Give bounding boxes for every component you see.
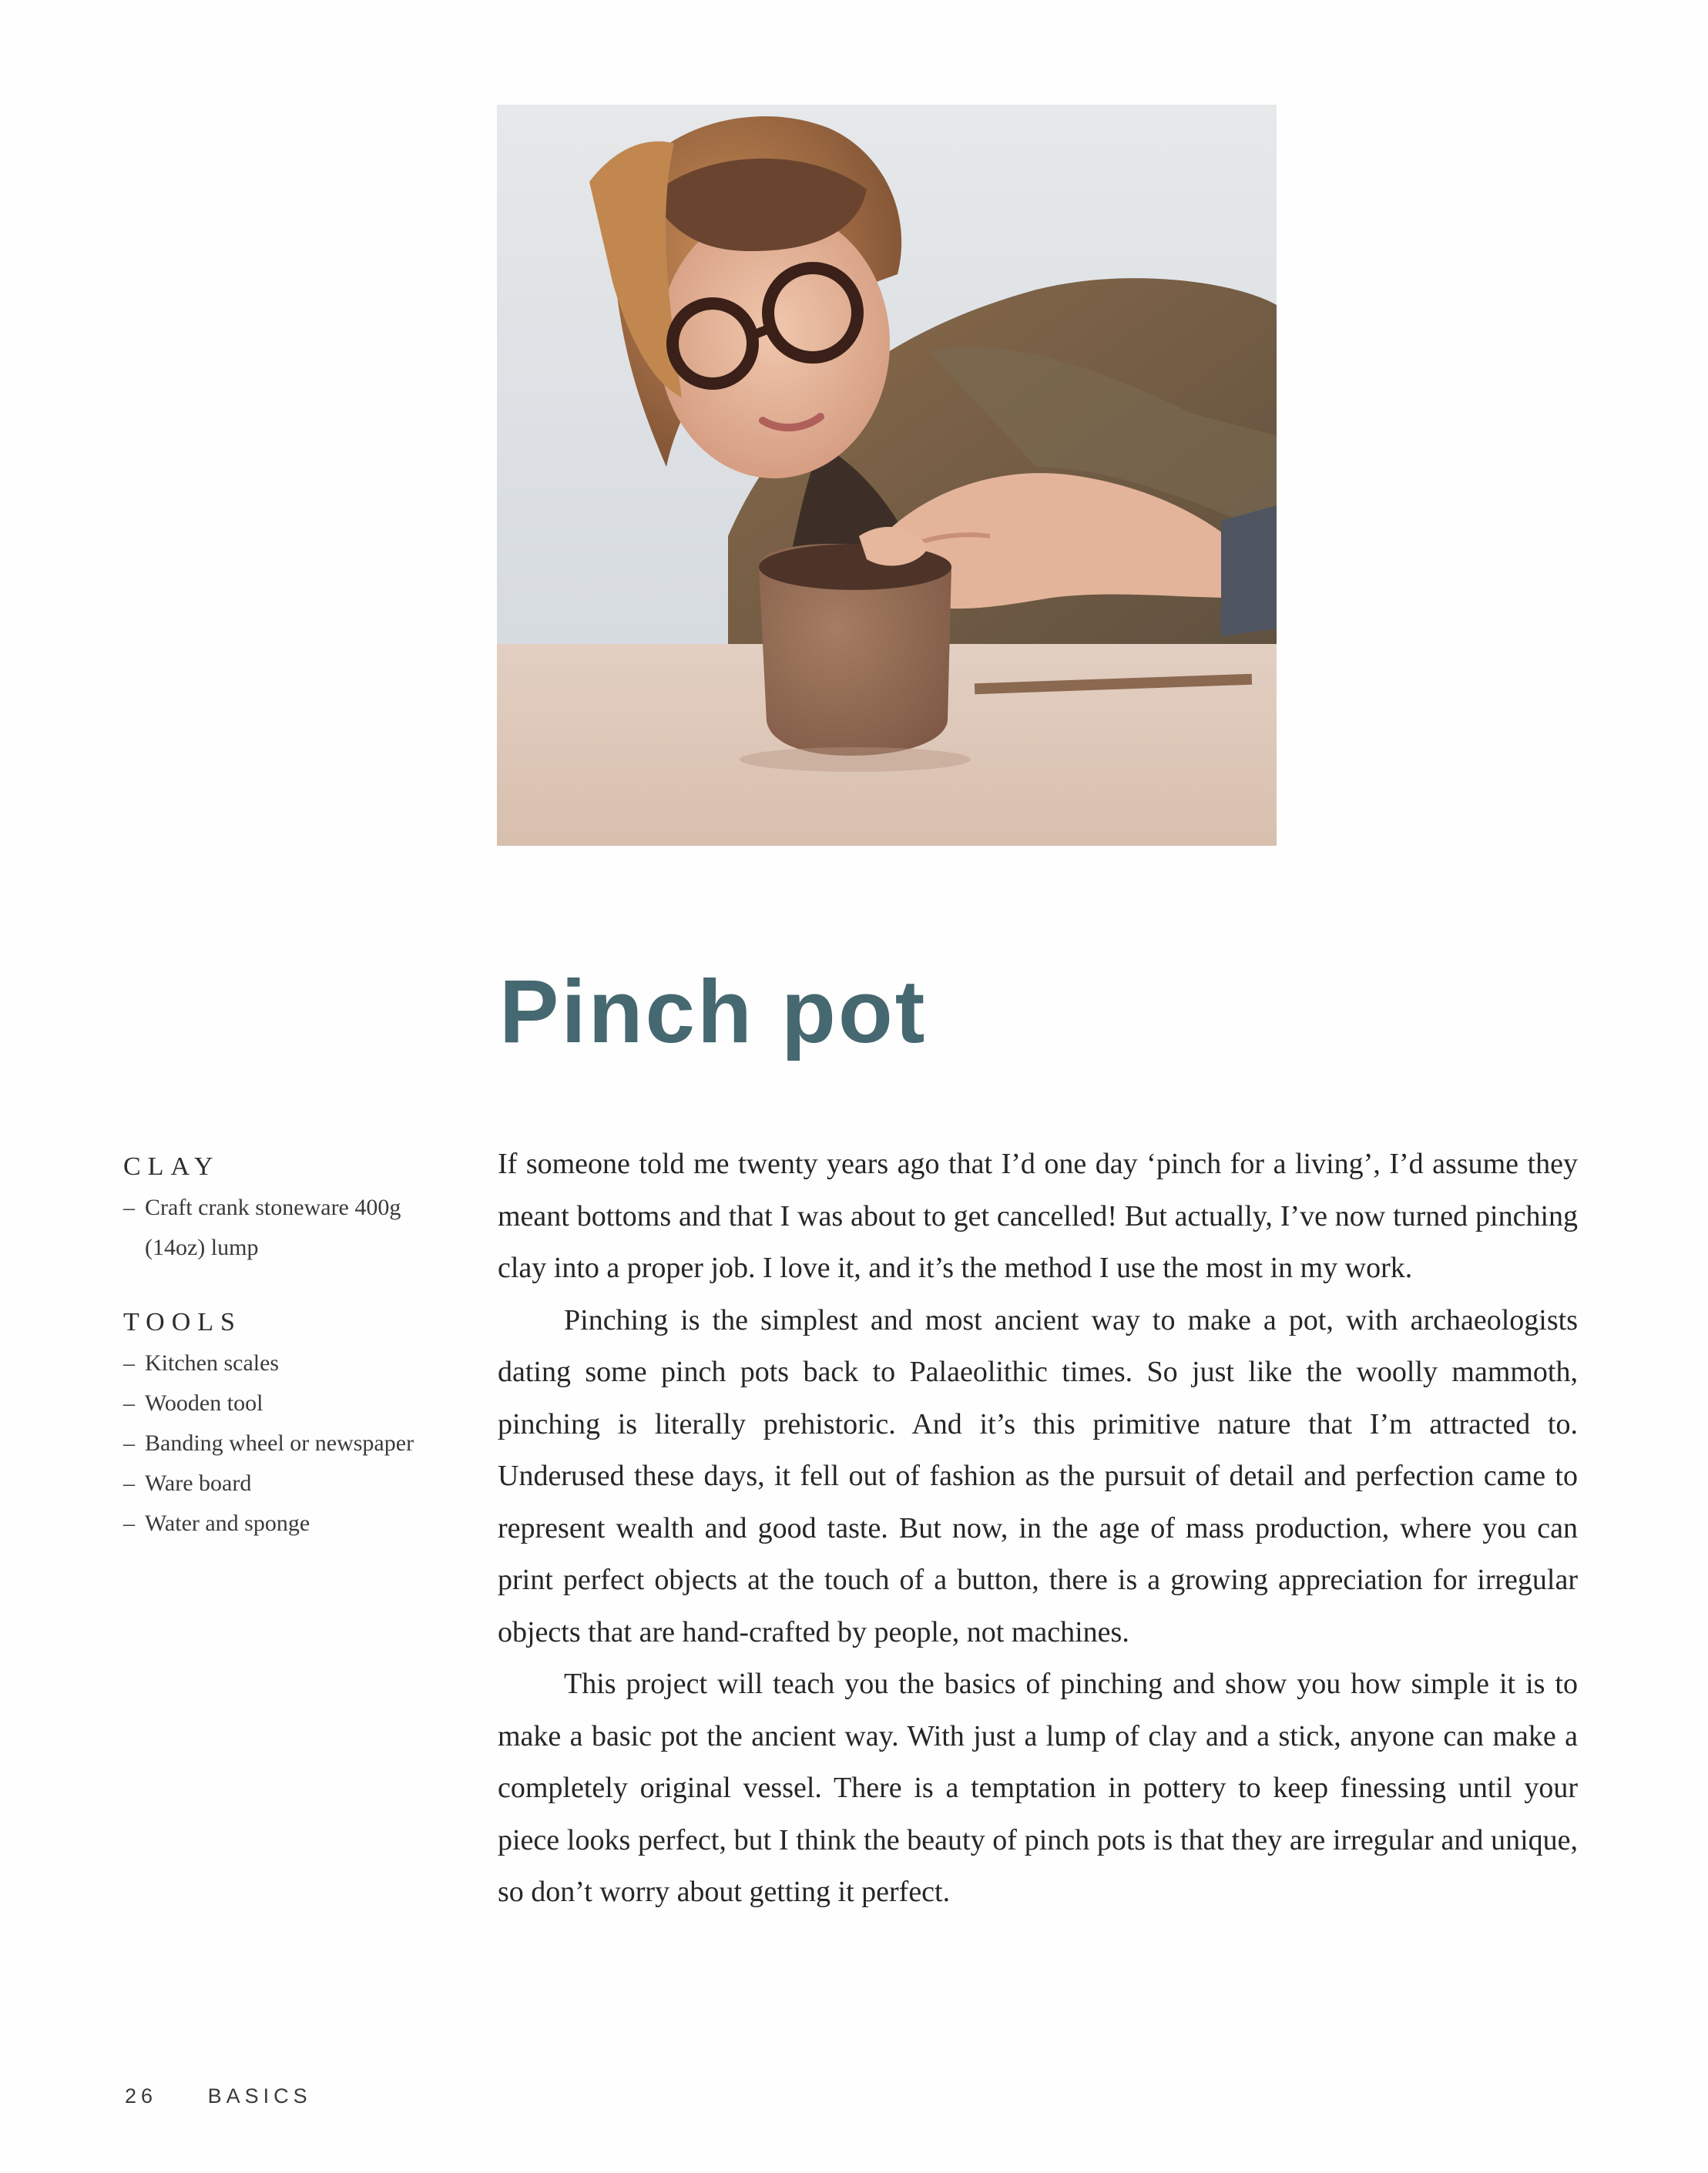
tool-item bbox=[123, 1504, 431, 1544]
tool-item bbox=[123, 1424, 431, 1464]
hero-photo bbox=[497, 105, 1277, 846]
dash-marker: – bbox=[123, 1470, 135, 1496]
clay-heading: CLAY bbox=[123, 1152, 220, 1181]
clay-item-text: Craft crank stoneware 400g (14oz) lump bbox=[145, 1195, 401, 1260]
page-number: 26 bbox=[125, 2084, 158, 2108]
clay-section bbox=[123, 1149, 431, 1268]
body-paragraph-1: If someone told me twenty years ago that I’d one day ‘pinch for a living’, I’d assume they meant bottoms and that I was about to get cancelled! But actually, I’ve now turned pinching clay into a proper job. I love it, and it’s the method I use the most in my work. bbox=[498, 1148, 1578, 1284]
tools-list bbox=[123, 1343, 431, 1544]
page-footer bbox=[125, 2084, 312, 2108]
tools-heading: TOOLS bbox=[123, 1308, 242, 1336]
tool-item bbox=[123, 1343, 431, 1383]
dash-marker: – bbox=[123, 1430, 135, 1456]
tool-item-text: Water and sponge bbox=[145, 1511, 310, 1536]
tool-item bbox=[123, 1383, 431, 1424]
potter-photo-illustration bbox=[497, 105, 1277, 846]
section-label: BASICS bbox=[207, 2084, 312, 2108]
tool-item bbox=[123, 1464, 431, 1504]
body-paragraph-2: Pinching is the simplest and most ancient way to make a pot, with archaeologists dating some pinch pots back to Palaeolithic times. So just like the woolly mammoth, pinching is literally prehistoric. And it’s this primitive nature that I’m attracted to. Underused these days, it fell out of fashion as the pursuit of detail and perfection came to represent wealth and good taste. But now, in the age of mass production, where you can print perfect objects at the touch of a button, there is a growing appreciation for irregular objects that are hand-crafted by people, not machines. bbox=[498, 1303, 1578, 1648]
clay-item bbox=[123, 1188, 431, 1268]
dash-marker: – bbox=[123, 1195, 135, 1220]
dash-marker: – bbox=[123, 1390, 135, 1416]
materials-sidebar bbox=[123, 1149, 431, 1581]
tools-section bbox=[123, 1305, 431, 1544]
clay-list bbox=[123, 1188, 431, 1268]
tool-item-text: Ware board bbox=[145, 1470, 252, 1496]
article-body bbox=[498, 1138, 1578, 1919]
tool-item-text: Wooden tool bbox=[145, 1390, 263, 1416]
body-paragraph-3: This project will teach you the basics of pinching and show you how simple it is to make a basic pot the ancient way. With just a lump of clay and a stick, anyone can make a completely original vessel. There is a temptation in pottery to keep finessing until your piece looks perfect, but I think the beauty of pinch pots is that they are irregular and unique, so don’t worry about getting it perfect. bbox=[498, 1668, 1578, 1908]
dash-marker: – bbox=[123, 1511, 135, 1536]
page-title: Pinch pot bbox=[499, 961, 928, 1061]
tool-item-text: Banding wheel or newspaper bbox=[145, 1430, 414, 1456]
tool-item-text: Kitchen scales bbox=[145, 1350, 280, 1376]
dash-marker: – bbox=[123, 1350, 135, 1376]
